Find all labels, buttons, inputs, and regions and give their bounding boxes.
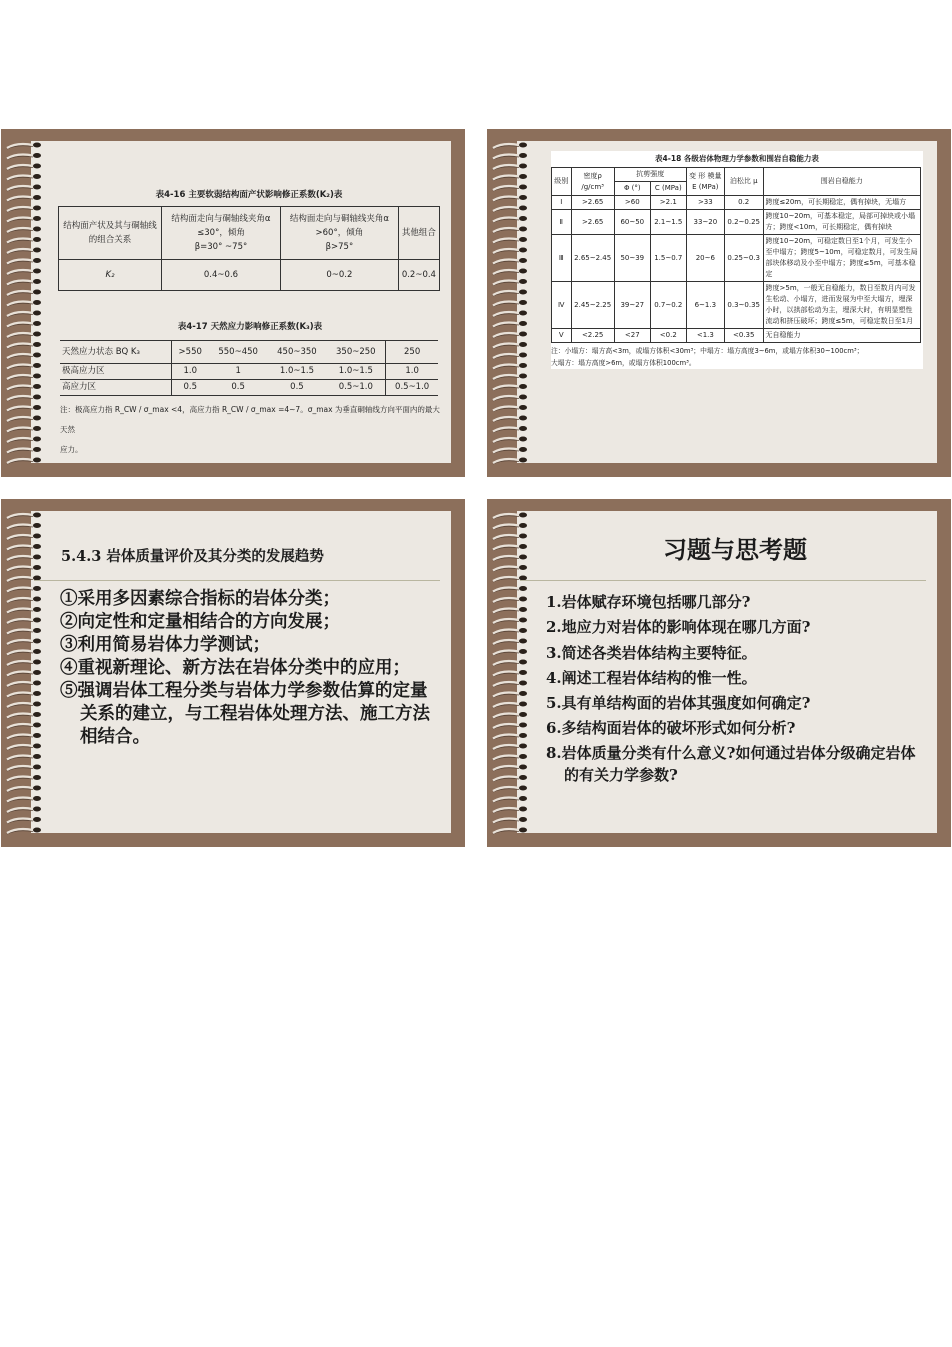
spiral-binding: [3, 139, 43, 469]
spiral-ring: [493, 458, 527, 465]
table-cell: 2.1~1.5: [650, 210, 686, 235]
spiral-ring: [493, 754, 527, 761]
list-item: ⑤强调岩体工程分类与岩体力学参数估算的定量关系的建立，与工程岩体处理方法、施工方法相结合。: [60, 681, 430, 747]
table-cell: 围岩自稳能力: [763, 168, 920, 196]
spiral-ring: [7, 185, 41, 192]
spiral-ring: [493, 555, 527, 562]
table: [60, 340, 438, 396]
spiral-ring: [493, 702, 527, 709]
table-cell: Ⅰ: [552, 196, 572, 210]
spiral-ring: [7, 649, 41, 656]
spiral-binding: [489, 509, 529, 839]
table-cell: 0.2: [724, 196, 763, 210]
table-note: 注：小塌方：塌方高<3m，或塌方体积<30m³；中塌方：塌方高度3~6m，或塌方体积30~100cm³；: [551, 347, 864, 355]
spiral-ring: [493, 649, 527, 656]
table-cell: 0~0.2: [280, 260, 398, 291]
spiral-ring: [7, 258, 41, 265]
list-item: 2.地应力对岩体的影响体现在哪几方面?: [546, 618, 811, 637]
table-4-17: [60, 320, 440, 460]
spiral-ring: [493, 143, 527, 150]
list-item: 5.具有单结构面的岩体其强度如何确定?: [546, 694, 811, 713]
spiral-binding: [489, 139, 529, 469]
spiral-ring: [493, 544, 527, 551]
list-item: 4.阐述工程岩体结构的惟一性。: [546, 668, 757, 687]
table-cell: 1: [235, 366, 241, 376]
list-item: 3.简述各类岩体结构主要特征。: [546, 643, 757, 662]
list-item: 8.岩体质量分类有什么意义?如何通过岩体分级确定岩体的有关力学参数?: [546, 743, 916, 784]
table-cell: 33~20: [686, 210, 724, 235]
table-cell: <0.2: [650, 329, 686, 343]
spiral-ring: [493, 332, 527, 339]
table-cell: Ⅲ: [552, 235, 572, 282]
spiral-ring: [493, 426, 527, 433]
spiral-ring: [493, 153, 527, 160]
spiral-ring: [7, 523, 41, 530]
table-cell: <27: [614, 329, 650, 343]
spiral-ring: [493, 447, 527, 454]
spiral-ring: [7, 775, 41, 782]
table-cell: 1.0~1.5: [326, 364, 385, 380]
spiral-ring: [493, 384, 527, 391]
spiral-ring: [7, 607, 41, 614]
spiral-ring: [7, 733, 41, 740]
table-cell: 450~350: [277, 346, 317, 357]
spiral-ring: [7, 342, 41, 349]
table-cell-line: β>75°: [325, 242, 354, 252]
spiral-ring: [493, 363, 527, 370]
spiral-ring: [493, 628, 527, 635]
list-item: 6.多结构面岩体的破坏形式如何分析?: [546, 719, 796, 738]
table-cell: 6~1.3: [686, 282, 724, 329]
table-cell: 1.0~1.5: [279, 366, 315, 376]
spiral-ring: [7, 447, 41, 454]
table-cell: 天然应力状态 BQ K₃: [60, 341, 171, 364]
table-cell: 0.4~0.6: [162, 260, 281, 291]
spiral-ring: [7, 670, 41, 677]
table-cell: 跨度10~20m，可稳定数日至1个月，可发生小至中塌方；跨度5~10m，可稳定数月，可发生局部块体移动及小至中塌方；跨度≤5m，可基本稳定: [763, 235, 920, 282]
spiral-ring: [493, 321, 527, 328]
table-cell: 0.2~0.25: [724, 210, 763, 235]
spiral-ring: [7, 513, 41, 520]
spiral-ring: [7, 807, 41, 814]
table-caption: 表4-18 各级岩体物理力学参数和围岩自稳能力表: [655, 154, 819, 163]
table-cell: <2.25: [571, 329, 614, 343]
spiral-ring: [493, 681, 527, 688]
spiral-ring: [7, 248, 41, 255]
question-list: [546, 590, 924, 786]
spiral-ring: [7, 405, 41, 412]
table-cell: Ⅴ: [552, 329, 572, 343]
spiral-ring: [7, 395, 41, 402]
table-cell: 抗剪强度: [614, 168, 686, 182]
table-cell: 39~27: [614, 282, 650, 329]
spiral-ring: [493, 733, 527, 740]
table-cell: 变 形 模量E (MPa): [686, 168, 724, 196]
table-cell: Ⅱ: [552, 210, 572, 235]
spiral-ring: [7, 828, 41, 835]
table-cell: Φ (°): [614, 182, 650, 196]
section-title: 5.4.3 岩体质量评价及其分类的发展趋势: [61, 548, 324, 565]
spiral-ring: [7, 796, 41, 803]
spiral-ring: [493, 279, 527, 286]
spiral-ring: [493, 227, 527, 234]
table-cell: [280, 207, 398, 260]
table-4-16: [58, 188, 440, 291]
spiral-ring: [7, 555, 41, 562]
spiral-ring: [493, 597, 527, 604]
spiral-ring: [493, 817, 527, 824]
spiral-ring: [493, 395, 527, 402]
spiral-ring: [7, 744, 41, 751]
spiral-ring: [493, 437, 527, 444]
spiral-ring: [7, 565, 41, 572]
spiral-ring: [7, 817, 41, 824]
spiral-ring: [493, 534, 527, 541]
spiral-ring: [493, 565, 527, 572]
spiral-ring: [493, 712, 527, 719]
list-item: 1.岩体赋存环境包括哪几部分?: [546, 593, 751, 611]
spiral-ring: [7, 723, 41, 730]
spiral-ring: [493, 185, 527, 192]
table-cell: 0.5: [290, 382, 304, 392]
table-cell: >60: [614, 196, 650, 210]
spiral-ring: [493, 639, 527, 646]
table-cell: >2.65: [571, 196, 614, 210]
table-cell: 550~450: [218, 346, 258, 357]
spiral-ring: [493, 269, 527, 276]
table-cell: 0.5: [231, 382, 245, 392]
spiral-ring: [493, 342, 527, 349]
list-item: ①采用多因素综合指标的岩体分类；: [60, 589, 340, 609]
spiral-ring: [7, 143, 41, 150]
table-cell: 2.45~2.25: [571, 282, 614, 329]
spiral-ring: [7, 300, 41, 307]
table-cell: 无自稳能力: [763, 329, 920, 343]
table: [551, 167, 921, 343]
spiral-ring: [7, 332, 41, 339]
spiral-ring: [7, 586, 41, 593]
table-cell: 60~50: [614, 210, 650, 235]
spiral-ring: [7, 269, 41, 276]
spiral-ring: [493, 405, 527, 412]
table-cell: 0.2~0.4: [398, 260, 439, 291]
spiral-ring: [493, 744, 527, 751]
table-cell: [162, 207, 281, 260]
table-cell: 350~250: [326, 341, 385, 364]
table-cell: C (MPa): [650, 182, 686, 196]
table-cell: 结构面产状及其与硐轴线的组合关系: [59, 207, 162, 260]
spiral-ring: [7, 311, 41, 318]
divider: [34, 580, 440, 581]
spiral-ring: [7, 618, 41, 625]
table-cell: 0.7~0.2: [650, 282, 686, 329]
table-note: 注：极高应力指 R_CW / σ_max <4，高应力指 R_CW / σ_max =4~7。σ_max 为垂直硐轴线方向平面内的最大天然: [60, 405, 440, 434]
spiral-ring: [493, 765, 527, 772]
trend-list: [60, 588, 440, 749]
spiral-ring: [493, 164, 527, 171]
spiral-ring: [7, 681, 41, 688]
spiral-ring: [493, 174, 527, 181]
list-item: ③利用简易岩体力学测试；: [60, 635, 270, 655]
spiral-ring: [7, 754, 41, 761]
table-cell: 20~6: [686, 235, 724, 282]
table-cell: 1.0: [183, 366, 197, 376]
spiral-ring: [7, 437, 41, 444]
spiral-ring: [493, 216, 527, 223]
spiral-ring: [493, 670, 527, 677]
spiral-ring: [7, 216, 41, 223]
table-note: 大塌方：塌方高度>6m，或塌方体积100cm³。: [551, 359, 696, 367]
spiral-ring: [493, 195, 527, 202]
spiral-ring: [493, 374, 527, 381]
spiral-ring: [7, 765, 41, 772]
divider: [520, 580, 926, 581]
table-cell: 1.5~0.7: [650, 235, 686, 282]
spiral-ring: [493, 237, 527, 244]
table-cell: 1.0: [405, 366, 419, 376]
spiral-ring: [493, 248, 527, 255]
spiral-ring: [493, 416, 527, 423]
table-cell: >2.65: [571, 210, 614, 235]
spiral-ring: [493, 786, 527, 793]
spiral-ring: [7, 321, 41, 328]
spiral-ring: [493, 523, 527, 530]
spiral-ring: [493, 723, 527, 730]
table-cell-line: 结构面走向与硐轴线夹角α >60°，倾角: [289, 214, 389, 238]
table-cell: 2.65~2.45: [571, 235, 614, 282]
spiral-ring: [493, 300, 527, 307]
table-cell: 0.5~1.0: [395, 382, 430, 392]
table-cell: 跨度≤20m，可长期稳定，偶有掉块，无塌方: [763, 196, 920, 210]
table-cell-line: β=30° ~75°: [194, 242, 248, 252]
table-cell: <1.3: [686, 329, 724, 343]
spiral-ring: [7, 544, 41, 551]
table-cell: 密度ρ /g/cm³: [571, 168, 614, 196]
list-item: ④重视新理论、新方法在岩体分类中的应用；: [60, 658, 410, 678]
table-cell-line: 结构面走向与硐轴线夹角α ≤30°，倾角: [171, 214, 271, 238]
table-cell: 极高应力区: [60, 364, 171, 380]
table-cell: Ⅳ: [552, 282, 572, 329]
spiral-ring: [7, 164, 41, 171]
spiral-ring: [493, 513, 527, 520]
spiral-ring: [493, 586, 527, 593]
spiral-ring: [7, 628, 41, 635]
table-cell: 跨度>5m，一般无自稳能力，数日至数月内可发生松动、小塌方，进而发展为中至大塌方，埋深小时，以拱部松动为主，埋深大时，有明显塑性流动和挤压破坏；跨度≤5m，可稳定数日至1月: [763, 282, 920, 329]
spiral-ring: [7, 374, 41, 381]
spiral-ring: [7, 712, 41, 719]
spiral-ring: [493, 206, 527, 213]
spiral-ring: [7, 458, 41, 465]
spiral-ring: [7, 702, 41, 709]
spiral-ring: [7, 384, 41, 391]
spiral-ring: [493, 311, 527, 318]
table-cell: <0.35: [724, 329, 763, 343]
spiral-ring: [493, 775, 527, 782]
table-cell: 50~39: [614, 235, 650, 282]
spiral-ring: [7, 195, 41, 202]
table-cell: 0.5: [183, 382, 197, 392]
spiral-ring: [7, 691, 41, 698]
spiral-ring: [7, 290, 41, 297]
table-caption: 表4-17 天然应力影响修正系数(K₃)表: [177, 322, 323, 332]
table-cell: 泊松比 μ: [724, 168, 763, 196]
spiral-ring: [493, 576, 527, 583]
spiral-ring: [7, 206, 41, 213]
spiral-ring: [7, 534, 41, 541]
spiral-ring: [7, 279, 41, 286]
spiral-ring: [7, 660, 41, 667]
spiral-ring: [7, 353, 41, 360]
table-cell: >550: [178, 346, 202, 357]
table-cell: 其他组合: [398, 207, 439, 260]
spiral-ring: [7, 237, 41, 244]
table-note: 应力。: [60, 445, 83, 454]
spiral-ring: [7, 639, 41, 646]
spiral-ring: [493, 828, 527, 835]
spiral-ring: [493, 290, 527, 297]
spiral-ring: [7, 416, 41, 423]
table-cell: K₂: [59, 260, 162, 291]
table: [58, 206, 440, 291]
spiral-ring: [7, 174, 41, 181]
table-cell: 跨度10~20m，可基本稳定，局部可掉块或小塌方；跨度<10m，可长期稳定，偶有掉块: [763, 210, 920, 235]
page-title: 习题与思考题: [663, 536, 807, 564]
spiral-ring: [7, 153, 41, 160]
table-cell: 0.5~1.0: [326, 380, 385, 396]
spiral-ring: [7, 426, 41, 433]
spiral-ring: [7, 227, 41, 234]
spiral-ring: [493, 691, 527, 698]
table-cell: >2.1: [650, 196, 686, 210]
table-cell: 0.3~0.35: [724, 282, 763, 329]
spiral-ring: [493, 607, 527, 614]
table-4-18: [551, 151, 923, 369]
table-cell: >33: [686, 196, 724, 210]
spiral-binding: [3, 509, 43, 839]
table-cell: 250: [404, 346, 421, 357]
spiral-ring: [493, 353, 527, 360]
spiral-ring: [493, 618, 527, 625]
spiral-ring: [7, 363, 41, 370]
table-cell: 级别: [552, 168, 572, 196]
list-item: ②向定性和定量相结合的方向发展；: [60, 612, 340, 632]
spiral-ring: [7, 576, 41, 583]
spiral-ring: [493, 660, 527, 667]
spiral-ring: [493, 258, 527, 265]
table-caption: 表4-16 主要软弱结构面产状影响修正系数(K₂)表: [155, 190, 343, 200]
spiral-ring: [7, 597, 41, 604]
spiral-ring: [493, 796, 527, 803]
table-cell: 0.25~0.3: [724, 235, 763, 282]
spiral-ring: [493, 807, 527, 814]
table-cell: 高应力区: [60, 380, 171, 396]
spiral-ring: [7, 786, 41, 793]
